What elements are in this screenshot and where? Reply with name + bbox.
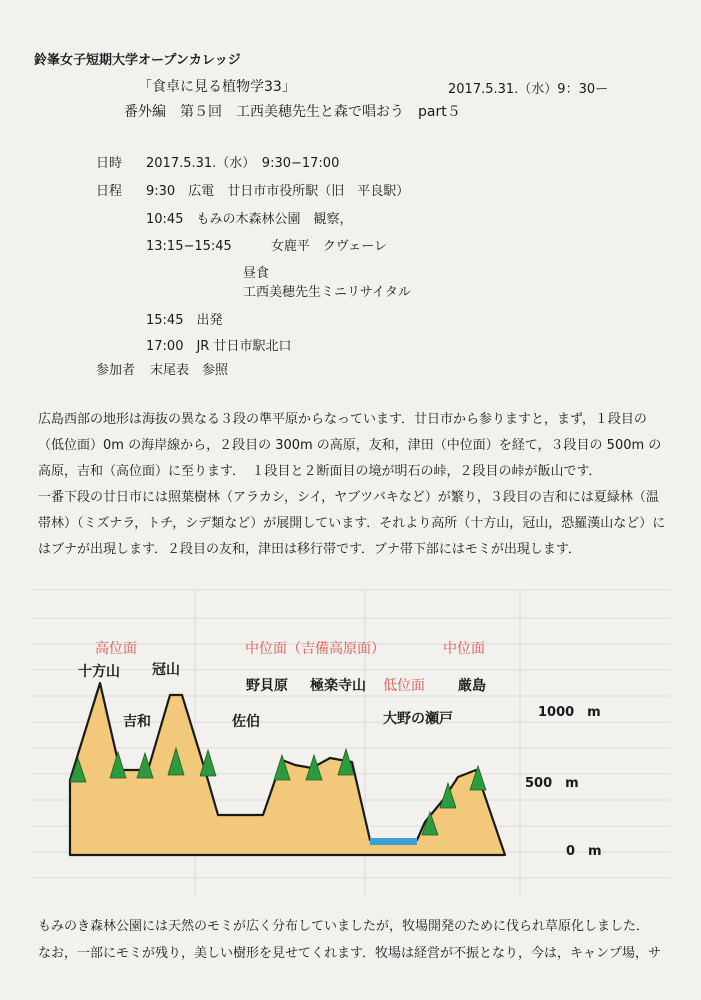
schedule-program-label: 日程 bbox=[96, 184, 123, 199]
place-label: 冠山 bbox=[152, 662, 180, 678]
body-paragraph: 一番下段の廿日市には照葉樹林（アラカシ，シイ，ヤブツバキなど）が繁り，３段目の吉和には夏緑林（温帯林）（ミズナラ，トチ，シデ類など）が展開しています．それより高所（十方山，冠山，恐羅漢山など）にはブナが出現します．２段目の友和，津田は移行帯です．ブナ帯下部にはモミが出現します． bbox=[38, 490, 666, 557]
body-text bbox=[38, 407, 666, 563]
schedule-item: 15:45 出発 bbox=[146, 313, 223, 328]
scale-label: 1000 m bbox=[538, 705, 601, 720]
place-label: 厳島 bbox=[458, 678, 486, 694]
schedule-participants-value: 末尾表 参照 bbox=[150, 363, 229, 378]
footer-text bbox=[38, 913, 666, 967]
place-label: 十方山 bbox=[78, 664, 120, 680]
scale-label: 500 m bbox=[525, 776, 579, 791]
schedule-item: 昼食 bbox=[243, 266, 270, 281]
document-title: 「食卓に見る植物学33」 bbox=[138, 79, 296, 95]
schedule-participants-label: 参加者 bbox=[96, 363, 136, 378]
schedule-item: 工西美穂先生ミニリサイタル bbox=[243, 285, 411, 300]
schedule-item: 10:45 もみの木森林公園 観察， bbox=[146, 212, 353, 227]
schedule-item: 9:30 広電 廿日市市役所駅（旧 平良駅） bbox=[146, 184, 410, 199]
header-college: 鈴峯女子短期大学オープンカレッジ bbox=[34, 53, 241, 68]
schedule-item: 17:00 JR 廿日市駅北口 bbox=[146, 339, 292, 354]
place-label: 大野の瀬戸 bbox=[383, 711, 453, 727]
schedule-item: 13:15−15:45 女鹿平 クヴェーレ bbox=[146, 239, 388, 254]
terrain-diagram bbox=[0, 580, 701, 900]
place-label: 極楽寺山 bbox=[310, 678, 366, 694]
body-paragraph: 広島西部の地形は海抜の異なる３段の準平原からなっています．廿日市から参りますと，まず，１段目の（低位面）0m の海岸線から，２段目の 300m の高原，友和，津田（中位面）を経て，３段目の 500m の高原，吉和（高位面）に至ります． １段目と２断面目の境が明石の峠，２段目の峠が飯山です． bbox=[38, 412, 662, 479]
schedule-datetime-value: 2017.5.31.（水） 9:30−17:00 bbox=[146, 156, 340, 171]
place-label: 野貝原 bbox=[246, 678, 288, 694]
terrain-profile bbox=[70, 683, 505, 855]
sea-water bbox=[370, 838, 417, 845]
footer-paragraph: なお，一部にモミが残り，美しい樹形を見せてくれます．牧場は経営が不振となり，今は，キャンプ場，サ bbox=[38, 946, 661, 961]
scale-label: 0 m bbox=[566, 844, 602, 859]
schedule-datetime-label: 日時 bbox=[96, 156, 123, 171]
level-label-low: 低位面 bbox=[383, 678, 425, 694]
place-label: 佐伯 bbox=[232, 714, 260, 730]
place-label: 吉和 bbox=[123, 714, 151, 730]
document-datetime: 2017.5.31.（水）9：30ー bbox=[448, 82, 609, 97]
document-subtitle: 番外編 第５回 工西美穂先生と森で唱おう part５ bbox=[124, 104, 461, 120]
level-label-middle: 中位面 bbox=[443, 641, 485, 657]
level-label-high: 高位面 bbox=[95, 641, 137, 657]
footer-paragraph: もみのき森林公園には天然のモミが広く分布していましたが，牧場開発のために伐られ草原化しました． bbox=[38, 919, 650, 934]
level-label-middle-kibi: 中位面（吉備高原面） bbox=[245, 641, 385, 657]
